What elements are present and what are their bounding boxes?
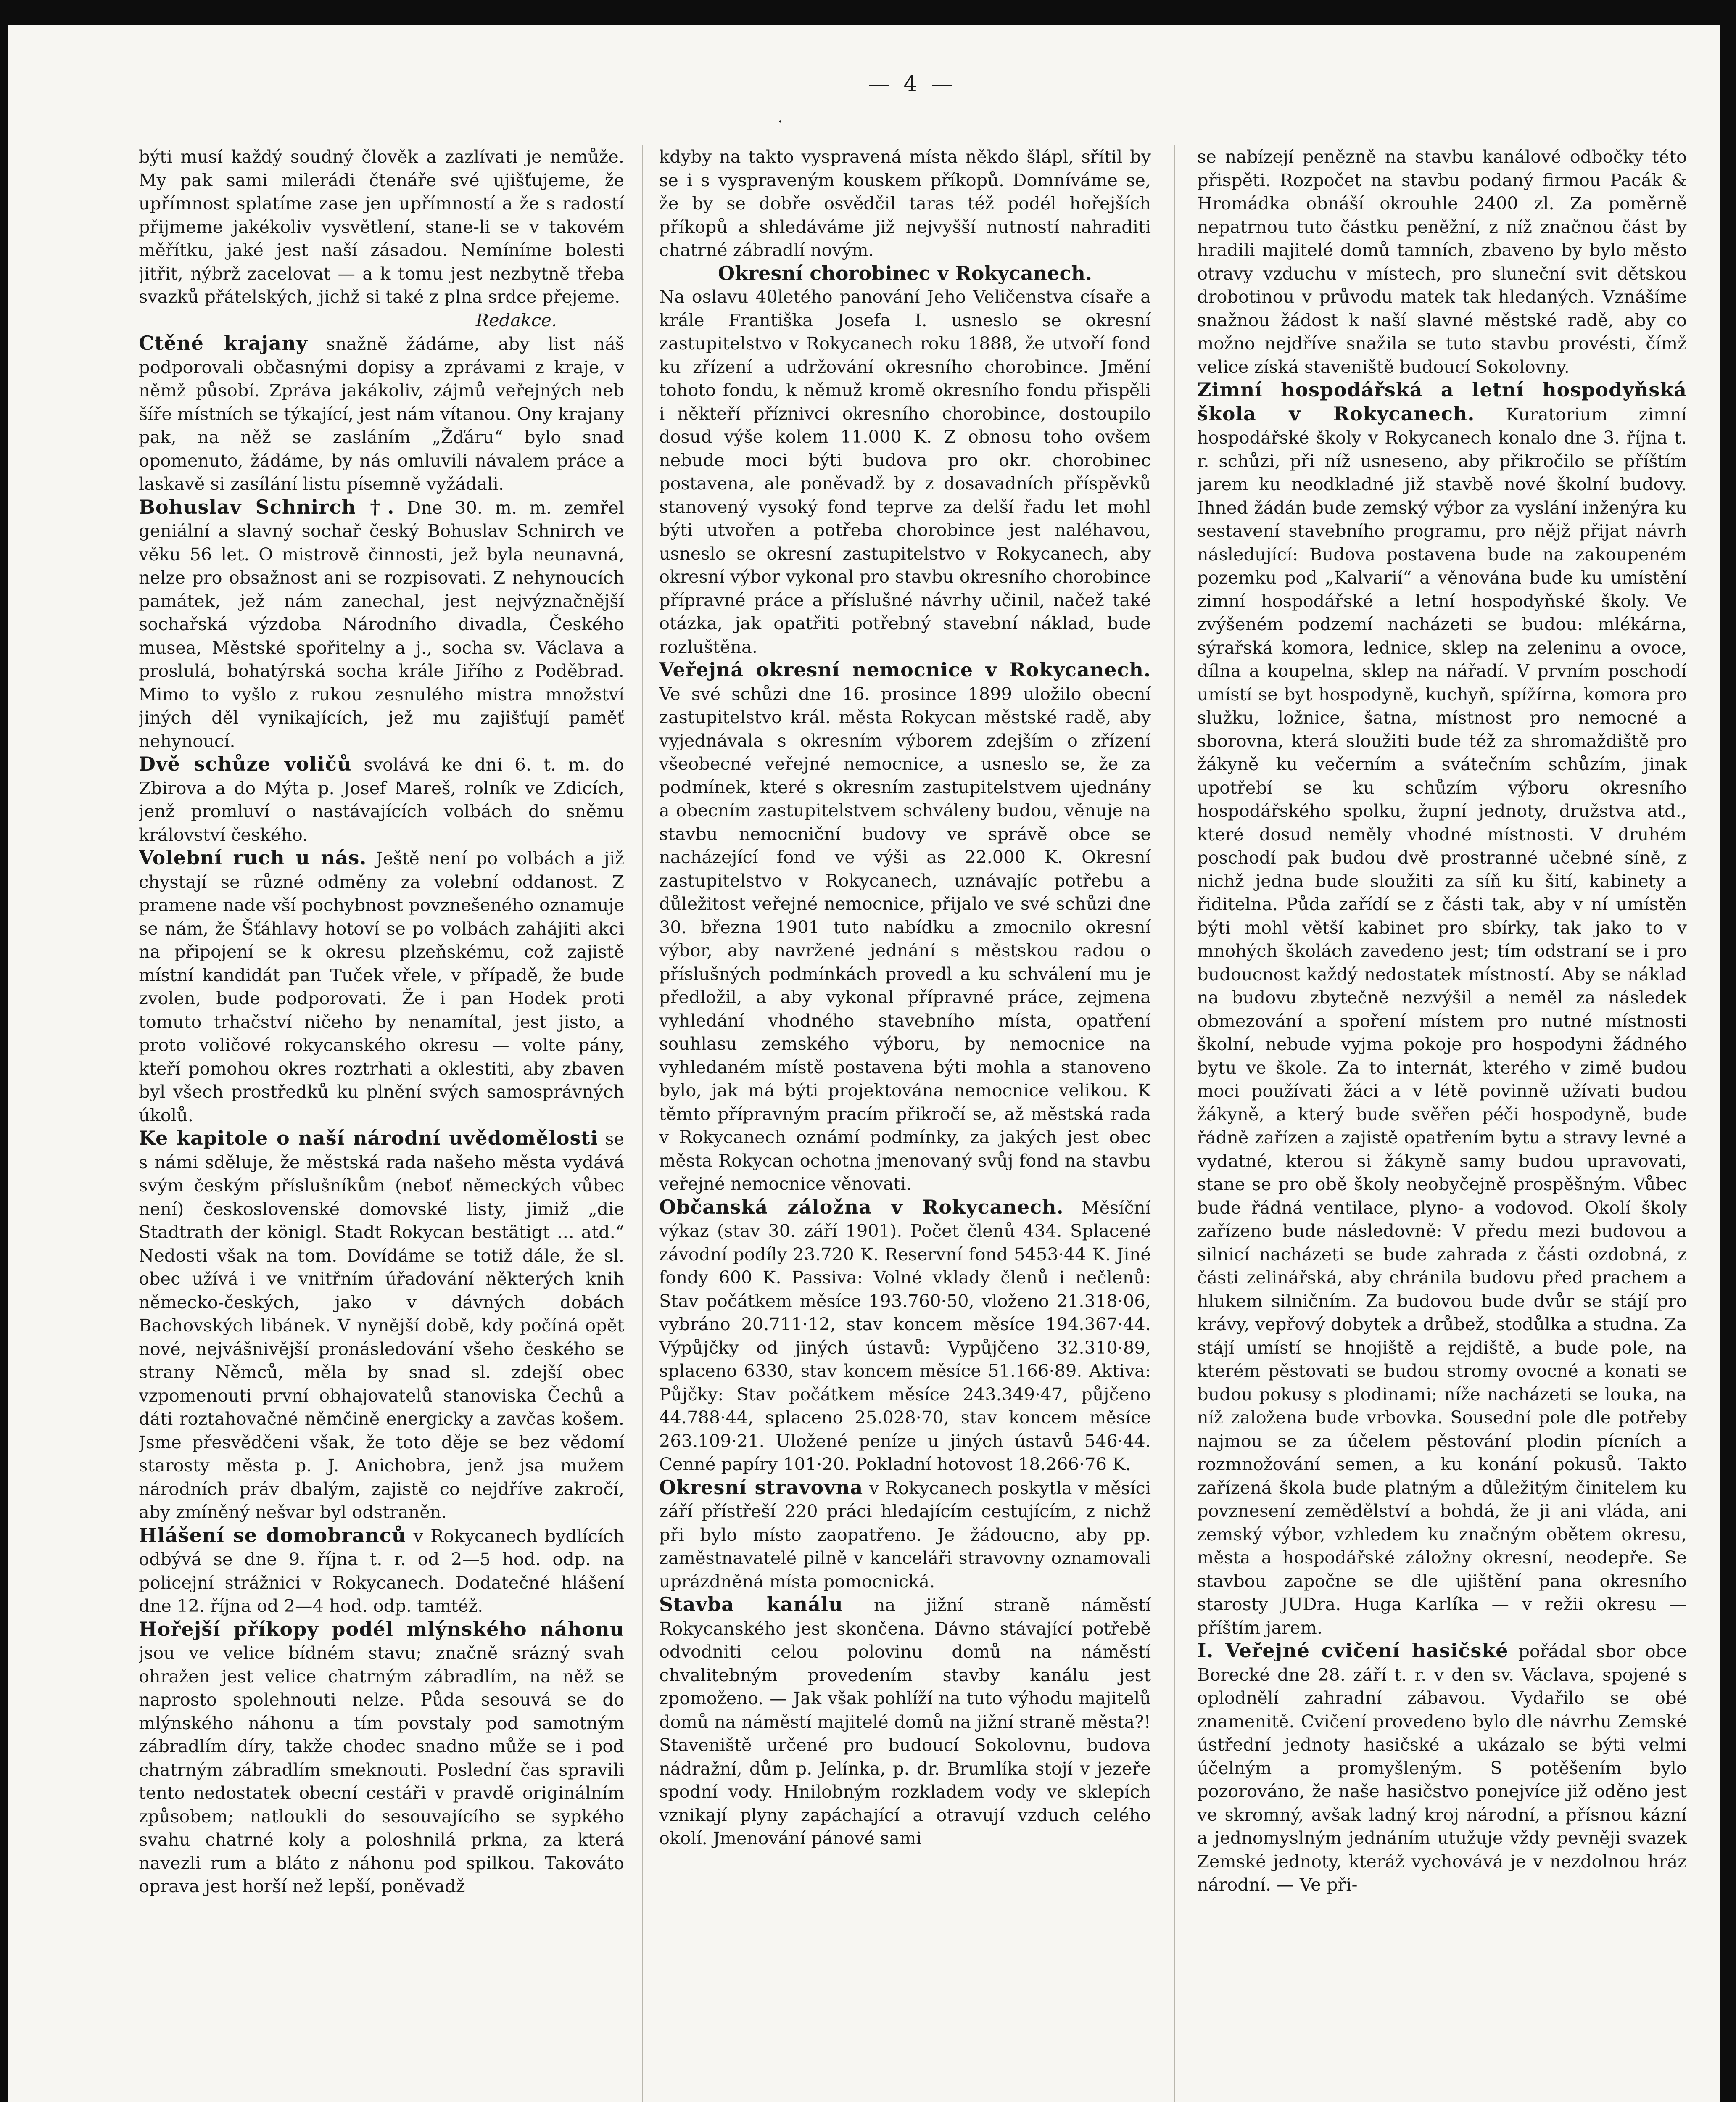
article [1197,378,1687,1639]
article [139,1618,624,1898]
signature: Redakce. [475,309,557,330]
page-number: — 4 — [868,71,957,97]
article-body: v Rokycanech bydlících odbývá se dne 9. října t. r. od 2—5 hod. odp. na policejní strážnici v Rokycanech. Dodatečné hlášení dne 12. října od 2—4 hod. odp. tamtéž. [139,1525,624,1616]
article-heading: Ctěné krajany [139,332,308,354]
article-heading: Bohuslav Schnirch †. [139,495,395,518]
column-divider [642,145,643,2102]
article-body: kdyby na takto vyspravená místa někdo šlápl, sřítil by se i s vyspraveným kouskem příkopů. Domníváme se, že by se dobře osvědčil taras též podél hořejších příkopů a shledáváme již nejvyšší nutností nahraditi chatrné zábradlí novým. [659,146,1151,260]
article-body: se s námi sděluje, že městská rada našeho města vydává svým českým příslušníkům (neboť německých vůbec není) československé domovské listy, jimiž „die Stadtrath der königl. Stadt Rokycan bestätigt … atd.“ Nedosti však na tom. Dovídáme se totiž dále, že sl. obec užívá i ve vnitřním úřadování některých knih německo-českých, jako v dávných dobách Bachovských libánek. V nynější době, kdy počíná opět nové, nejvášnivější pronásledování všeho českého se strany Němců, měla by snad sl. zdejší obec vzpomenouti první obhajovatelů stanoviska Čechů a dáti roztahovačné němčině energicky a zavčas košem. Jsme přesvědčeni však, že toto děje se bez vědomí starosty města p. J. Anichobra, jenž jsa mužem národních práv dbalým, zajistě co nejdříve zakročí, aby zmíněný nešvar byl odstraněn. [139,1128,624,1522]
article-body: na jižní straně náměstí Rokycanského jest skončena. Dávno stávající potřebě odvodniti celou polovinu domů na náměstí chvalitebným provedením stavby kanálu jest zpomoženo. — Jak však pohlíží na tuto výhodu majitelů domů na náměstí majitelé domů na jižní straně města?! Staveniště určené pro budoucí Sokolovnu, budova nádražní, dům p. Jelínka, p. dr. Brumlíka stojí v jezeře spodní vody. Hnilobným rozkladem vody ve sklepích vznikají plyny zapáchající a otravují vzduch celého okolí. Jmenování pánové sami [659,1595,1151,1848]
article-body: pořádal sbor obce Borecké dne 28. září t. r. v den sv. Václava, spojené s oplodnělí zahradní zábavou. Vydařilo se obé znamenitě. Cvičení provedeno bylo dle návrhu Zemské ústřední jednoty hasičské a ukázalo se býti velmi účelným a promyšleným. S potěšením bylo pozorováno, že naše hasičstvo ponejvíce již oděno jest ve skromný, avšak ladný kroj národní, a přísnou kázní a jednomyslným jednáním utužuje vždy pevněji svazek Zemské jednoty, kteráž vychovává je v nezdolnou hráz národní. — Ve při- [1197,1641,1687,1895]
article-heading: Dvě schůze voličů [139,753,352,775]
header-dot: . [778,107,783,127]
article-body: Dne 30. m. m. zemřel geniální a slavný sochař český Bohuslav Schnirch ve věku 56 let. O mistrově činnosti, jež byla neunavná, nelze pro obsažnost ani se rozpisovati. Z nehynoucích památek, jež nám zanechal, jest nejvýznačnější sochařská výzdoba Národního divadla, Českého musea, Městské spořitelny a j., socha sv. Václava a proslulá, bohatýrská socha krále Jiřího z Poděbrad. Mimo to vyšlo z rukou zesnulého mistra množství jiných děl vynikajících, jež mu zajišťují paměť nehynoucí. [139,497,624,751]
article-heading: Okresní stravovna [659,1476,863,1499]
article-body: býti musí každý soudný člověk a zazlívati je nemůže. My pak sami milerádi čtenáře své ujišťujeme, že upřímnost splatíme zase jen upřímností a že s radostí přijmeme jakékoliv vysvětlení, stane-li se v takovém měřítku, jaké jest naší zásadou. Nemíníme bolesti jitřit, nýbrž zacelovat — a k tomu jest nezbytně třeba svazků přátelských, jichž si také z plna srdce přejeme. [139,146,624,307]
article-heading: Okresní chorobinec v Rokycanech. [718,261,1092,285]
article-heading: Volební ruch u nás. [139,846,367,869]
column-middle [659,145,1151,2102]
article-body: jsou ve velice bídném stavu; značně srázný svah ohražen jest velice chatrným zábradlím, na něž se naprosto spolehnouti nelze. Půda sesouvá se do mlýnského náhonu a tím povstaly pod samotným zábradlím díry, takže chodec snadno může se i pod chatrným zábradlím smeknouti. Poslední čas spravili tento nedostatek obecní cestáři v pravdě originálním způsobem; natloukli do sesouvajícího se sypkého svahu chatrné koly a poloshnilá prkna, za která navezli rum a bláto z náhonu pod spilkou. Takováto oprava jest horší než lepší, poněvadž [139,1643,624,1896]
article [659,1593,1151,1850]
article [139,753,624,846]
article [659,1196,1151,1476]
article-heading: I. Veřejné cvičení hasičské [1197,1639,1509,1662]
article-heading: Ke kapitole o naší národní uvědomělosti [139,1127,599,1149]
scan-border-top [0,0,1736,25]
article [659,1476,1151,1593]
article [1197,1639,1687,1896]
article-heading: Veřejná okresní nemocnice v Rokycanech. [659,658,1151,681]
article-body: Na oslavu 40letého panování Jeho Veličenstva císaře a krále Františka Josefa I. usneslo se okresní zastupitelstvo v Rokycanech roku 1888, že utvoří fond ku zřízení a udržování okresního chorobince. Jmění tohoto fondu, k němuž kromě okresního fondu přispěli i někteří příznivci okresního chorobince, dostoupilo dosud výše kolem 11.000 K. Z obnosu toho ovšem nebude moci býti budova pro okr. chorobinec postavena, ale poněvadž by z dosavadních příspěvků stanovený vysoký fond teprve za delší řadu let mohl býti utvořen a potřeba chorobince jest naléhavou, usneslo se okresní zastupitelstvo v Rokycanech, aby okresní výbor vykonal pro stavbu okresního chorobince přípravné práce a příslušné návrhy učinil, načež také otázka, jak opatřiti potřebný stavební náklad, bude rozluštěna. [659,286,1151,657]
scan-border-left [0,0,8,2102]
article-body: Kuratorium zimní hospodářské školy v Rokycanech konalo dne 3. října t. r. schůzi, při níž usneseno, aby přikročilo se příštím jarem ku neodkladné již stavbě nové školní budovy. Ihned žádán bude zemský výbor za vyslání inženýra ku sestavení stavebního programu, pro nějž přijat návrh následující: Budova postavena bude na zakoupeném pozemku pod „Kalvarií“ a věnována bude ku umístění zimní hospodářské a letní hospodyňské školy. Ve zvýšeném podzemí nacházeti se budou: mlékárna, sýrařská komora, lednice, sklep na zeleninu a ovoce, dílna a koupelna, sklep na nářadí. V prvním poschodí umístí se byt hospodyně, kuchyň, spížírna, komora pro služku, ložnice, šatna, místnost pro nemocné a sborovna, která sloužiti bude též za shromaždiště pro žákyně ku večerním a svátečním schůzím, jinak upotřebí se ku schůzím výboru okresního hospodářského spolku, župní jednoty, družstva atd., které dosud neměly vhodné místnosti. V druhém poschodí pak budou dvě prostranné učebné síně, z nichž jedna bude sloužiti za síň ku šití, kabinety a řiditelna. Půda zařídí se z části tak, aby v ní umístěn býti mohl větší kabinet pro sbírky, tak jako to v mnohých školách zavedeno jest; tím odstraní se i pro budoucnost každý nedostatek místností. Aby se náklad na budovu zbytečně nezvýšil a neměl za následek obmezování a spoření místem pro nutné místnosti školní, nebude vyjma pokoje pro hospodyni žádného bytu ve škole. Za to internát, kterého v zimě budou moci používati žáci a v létě povinně užívati budou žákyně, a který bude svěřen péči hospodyně, bude řádně zařízen a zajistě opatřením bytu a stravy levné a vydatné, kterou si žákyně samy budou upravovati, stane se pro obě školy neobyčejně prospěšným. Vůbec bude řádná ventilace, plyno- a vodovod. Okolí školy zařízeno bude následovně: V předu mezi budovou a silnicí nacházeti se bude zahrada z části ozdobná, z části zelinářská, aby chránila budovu před prachem a hlukem silničním. Za budovou bude dvůr se stájí pro krávy, vepřový dobytek a drůbež, stodůlka a studna. Za stájí umístí se hnojiště a rejdiště, a bude pole, na kterém pěstovati se budou stromy ovocné a konati se budou pokusy s plodinami; níže nacházeti se louka, na níž založena bude vrbovka. Sousední pole dle potřeby najmou se za účelem pěstování plodin pícních a rozmnožování semen, a ku konání pokusů. Takto zařízená škola bude platným a důležitým činitelem ku povznesení zemědělství a bohdá, že ji ani vláda, ani zemský výbor, vzhledem ku značným obětem okresu, města a hospodářské záložny okresní, neodepře. Se stavbou započne se dle ujištění pana okresního starosty JUDra. Huga Karlíka — v režii okresu — příštím jarem. [1197,404,1687,1638]
article-heading: Hlášení se domobranců [139,1524,406,1547]
article-body: Ještě není po volbách a již chystají se různé odměny za volební oddanost. Z pramene nade vší pochybnost povznešeného oznamuje se nám, že Šťáhlavy hotoví se po volbách zahájiti akci na připojení se k okresu plzeňskému, což zajistě místní kandidát pan Tuček vřele, v případě, že bude zvolen, bude podporovati. Že i pan Hodek proti tomuto trhačství ničeho by nenamítal, jest jisto, a proto voličové rokycanského okresu — volte pány, kteří pomohou okres roztrhati a oklestiti, aby zbaven byl všech prostředků ku plnění svých samosprávných úkolů. [139,848,624,1125]
article-heading: Zimní hospodářská a letní hospodyňská škola v Rokycanech. [1197,378,1687,425]
article [139,1524,624,1618]
article-body: snažně žádáme, aby list náš podporovali občasnými dopisy a zprávami z kraje, v němž působí. Zpráva jakákoliv, zájmů veřejných neb šíře místních se týkající, jest nám vítanou. Ony krajany pak, na něž se zasláním „Žďáru“ bylo snad opomenuto, žádáme, by nás omluvili návalem práce a laskavě si zasílání listu písemně vyžádali. [139,333,624,494]
article-body: Měsíční výkaz (stav 30. září 1901). Počet členů 434. Splacené závodní podíly 23.720 K. Reservní fond 5453·44 K. Jiné fondy 600 K. Passiva: Volné vklady členů i nečlenů: Stav počátkem měsíce 193.760·50, vloženo 21.318·06, vybráno 20.711·12, stav koncem měsíce 194.367·44. Výpůjčky od jiných ústavů: Vypůjčeno 32.310·89, splaceno 6330, stav koncem měsíce 51.166·89. Aktiva: Půjčky: Stav počátkem měsíce 243.349·47, půjčeno 44.788·44, splaceno 25.028·70, stav koncem měsíce 263.109·21. Uložené peníze u jiných ústavů 546·44. Cenné papíry 101·20. Pokladní hotovost 18.266·76 K. [659,1197,1151,1474]
article-body: v Rokycanech poskytla v měsíci září přístřeší 220 práci hledajícím cestujícím, z nichž při bylo místo zaopatřeno. Je žádoucno, aby pp. zaměstnavatelé pilně v kanceláři stravovny oznamovali uprázdněná místa pomocnická. [659,1477,1151,1592]
article-heading: Občanská záložna v Rokycanech. [659,1195,1064,1218]
article-heading: Hořejší příkopy podél mlýnského náhonu [139,1617,624,1640]
column-right [1197,145,1687,2102]
column-left [139,145,624,2102]
article [139,496,624,753]
article-body: se nabízejí penězně na stavbu kanálové odbočky této přispěti. Rozpočet na stavbu podaný firmou Pacák & Hromádka obnáší okrouhle 2400 zl. Za poměrně nepatrnou tuto částku peněžní, z níž značnou část by hradili majitelé domů tamních, zbaveno by bylo město otravy vzduchu v místech, pro sluneční svit dětskou drobotinou v průvodu matek tak hledaných. Vznášíme snažnou žádost k naší slavné městské radě, aby co možno nejdříve snažila se tuto stavbu provésti, čímž velice získá staveniště budoucí Sokolovny. [1197,146,1687,377]
article [659,658,1151,1196]
article [139,332,624,496]
article [139,846,624,1127]
article-body: svolává ke dni 6. t. m. do Zbirova a do Mýta p. Josef Mareš, rolník ve Zdicích, jenž promluví o nastávajících volbách do sněmu království českého. [139,754,624,845]
column-divider [1174,145,1175,2102]
article-heading: Stavba kanálu [659,1593,843,1616]
scan-border-right [1720,0,1736,2102]
article [139,1127,624,1524]
article-body: Ve své schůzi dne 16. prosince 1899 uložilo obecní zastupitelstvo král. města Rokycan městské radě, aby vyjednávala s okresním výborem zdejším o zřízení všeobecné veřejné nemocnice, a usneslo se, že za podmínek, které s okresním zastupitelstvem ujednány a obecním zastupitelstvem schváleny budou, věnuje na stavbu nemocniční budovy ve správě obce se nacházející fond ve výši as 22.000 K. Okresní zastupitelstvo v Rokycanech, uznávajíc potřebu a důležitost veřejné nemocnice, přijalo ve své schůzi dne 30. března 1901 tuto nabídku a zmocnilo okresní výbor, aby navržené jednání s městskou radou o příslušných podmínkách provedl a ku schválení mu je předložil, a aby vykonal přípravné práce, zejmena vyhledání vhodného stavebního místa, opatření souhlasu zemského výboru, by nemocnice na vyhledaném místě postavena býti mohla a stanoveno bylo, jak má býti projektována nemocnice velikou. K těmto přípravným pracím přikročí se, až městská rada v Rokycanech oznámí podmínky, za jakých jest obec města Rokycan ochotna jmenovaný svůj fond na stavbu veřejné nemocnice věnovati. [659,683,1151,1194]
